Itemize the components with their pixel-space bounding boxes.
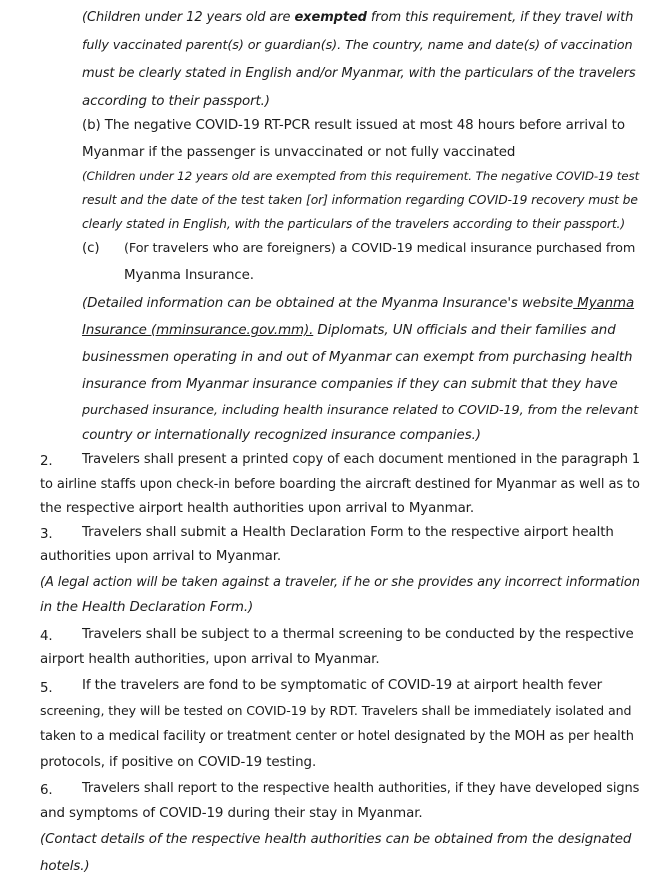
item-6-number: 6.	[40, 783, 53, 798]
item-2-line-2: to airline staffs upon check-in before boarding the aircraft destined for Myanmar as well as to	[40, 477, 640, 492]
para-1c-line-1: (For travelers who are foreigners) a COVID-19 medical insurance purchased from	[124, 241, 636, 256]
note-1a-line-3: must be clearly stated in English and/or Myanmar, with the particulars of the travelers	[82, 66, 636, 81]
item-4-number: 4.	[40, 629, 53, 644]
myanma-insurance-link[interactable]: Myanma	[573, 296, 635, 311]
para-1c-marker: (c)	[82, 241, 100, 256]
note-1b-line-3: clearly stated in English, with the particulars of the travelers according to their passport.)	[82, 217, 626, 231]
note-1b-line-1: (Children under 12 years old are exempted from this requirement. The negative COVID-19 test	[82, 169, 640, 183]
item-5-line-2: screening, they will be tested on COVID-19 by RDT. Travelers shall be immediately isolated and	[40, 703, 632, 718]
item-3-line-2: authorities upon arrival to Myanmar.	[40, 549, 282, 564]
note-1b-line-2: result and the date of the test taken [or] information regarding COVID-19 recovery must be	[82, 193, 638, 207]
item-3-line-1: Travelers shall submit a Health Declaration Form to the respective airport health	[82, 525, 614, 540]
item-6-line-1: Travelers shall report to the respective health authorities, if they have developed signs	[82, 781, 640, 796]
note-1a-line-2: fully vaccinated parent(s) or guardian(s). The country, name and date(s) of vaccination	[82, 38, 633, 53]
item-3-number: 3.	[40, 527, 53, 542]
item-6-line-2: and symptoms of COVID-19 during their stay in Myanmar.	[40, 806, 423, 821]
note-1c-line-2: Insurance (mminsurance.gov.mm). Diplomats, UN officials and their families and	[82, 323, 616, 338]
note-3-line-2: in the Health Declaration Form.)	[40, 600, 254, 615]
item-5-number: 5.	[40, 681, 53, 696]
note-1c-line-3: businessmen operating in and out of Myanmar can exempt from purchasing health	[82, 350, 633, 365]
para-1b-line-1: (b) The negative COVID-19 RT-PCR result issued at most 48 hours before arrival to	[82, 118, 625, 133]
item-4-line-2: airport health authorities, upon arrival to Myanmar.	[40, 652, 380, 667]
note-1c-line-6: country or internationally recognized insurance companies.)	[82, 428, 481, 443]
note-3-line-1: (A legal action will be taken against a traveler, if he or she provides any incorrect information	[40, 575, 640, 590]
item-2-number: 2.	[40, 454, 53, 469]
item-4-line-1: Travelers shall be subject to a thermal screening to be conducted by the respective	[82, 627, 634, 642]
para-1c-line-2: Myanma Insurance.	[124, 268, 254, 283]
item-2-line-1: Travelers shall present a printed copy of each document mentioned in the paragraph 1	[82, 452, 641, 467]
item-5-line-4: protocols, if positive on COVID-19 testing.	[40, 755, 317, 770]
note-6-line-2: hotels.)	[40, 859, 90, 874]
myanma-insurance-link-cont[interactable]: Insurance (mminsurance.gov.mm).	[82, 323, 314, 338]
item-2-line-3: the respective airport health authorities upon arrival to Myanmar.	[40, 501, 475, 516]
item-5-line-3: taken to a medical facility or treatment center or hotel designated by the MOH as per health	[40, 729, 634, 744]
note-1a-line-4: according to their passport.)	[82, 94, 270, 109]
note-1c-line-4: insurance from Myanmar insurance companies if they can submit that they have	[82, 377, 618, 392]
note-1c-line-1: (Detailed information can be obtained at the Myanma Insurance's website Myanma	[82, 296, 635, 311]
note-1c-line-5: purchased insurance, including health insurance related to COVID-19, from the relevant	[82, 403, 639, 418]
note-6-line-1: (Contact details of the respective health authorities can be obtained from the designated	[40, 832, 632, 847]
para-1b-line-2: Myanmar if the passenger is unvaccinated or not fully vaccinated	[82, 145, 516, 160]
note-1a-line-1: (Children under 12 years old are exempted from this requirement, if they travel with	[82, 10, 634, 25]
item-5-line-1: If the travelers are fond to be symptomatic of COVID-19 at airport health fever	[82, 678, 603, 693]
